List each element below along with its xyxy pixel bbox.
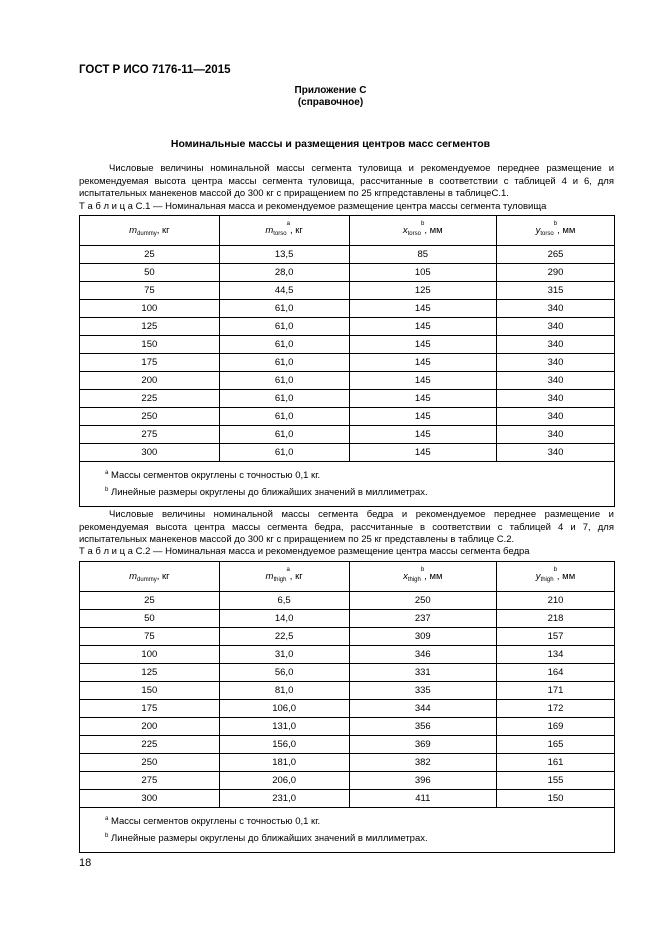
header-footnote-mark: b xyxy=(553,220,558,227)
column-header xyxy=(497,216,615,246)
header-symbol: x xyxy=(403,570,408,582)
header-footnote-mark: b xyxy=(553,566,557,573)
table-cell: 134 xyxy=(497,646,615,664)
table-row xyxy=(80,700,615,718)
table-row xyxy=(80,336,615,354)
table-cell: 340 xyxy=(497,372,615,390)
table-row xyxy=(80,664,615,682)
header-unit: , мм xyxy=(424,224,443,236)
table-cell: 25 xyxy=(80,246,220,264)
header-symbol: x xyxy=(402,224,408,236)
table-cell: 61,0 xyxy=(219,336,349,354)
table-row xyxy=(80,354,615,372)
table-note xyxy=(105,831,614,848)
table-cell: 175 xyxy=(80,354,220,372)
header-symbol: m xyxy=(129,570,138,582)
table-cell: 200 xyxy=(80,718,220,736)
table-cell: 61,0 xyxy=(219,444,349,462)
table-row xyxy=(80,408,615,426)
table-cell: 250 xyxy=(349,592,497,610)
table-cell: 14,0 xyxy=(219,610,349,628)
header-unit: , кг xyxy=(156,570,170,582)
table-cell: 61,0 xyxy=(219,318,349,336)
header-unit: , кг xyxy=(156,224,170,236)
table-cell: 6,5 xyxy=(219,592,349,610)
table-cell: 150 xyxy=(80,682,220,700)
table-cell: 56,0 xyxy=(219,664,349,682)
table-cell: 172 xyxy=(497,700,615,718)
table-notes xyxy=(80,808,615,853)
table-cell: 340 xyxy=(497,426,615,444)
column-header xyxy=(80,562,220,592)
table-cell: 382 xyxy=(349,754,497,772)
header-symbol: y xyxy=(535,570,541,582)
header-subscript: dummy xyxy=(137,230,157,237)
table-torso xyxy=(79,215,615,507)
table-cell: 275 xyxy=(80,426,220,444)
column-header xyxy=(80,216,220,246)
table-cell: 50 xyxy=(80,264,220,282)
table-cell: 145 xyxy=(349,390,497,408)
table-row xyxy=(80,390,615,408)
table-cell: 169 xyxy=(497,718,615,736)
table-cell: 340 xyxy=(497,354,615,372)
document-header: ГОСТ Р ИСО 7176-11—2015 xyxy=(79,64,231,76)
table-row xyxy=(80,682,615,700)
table-cell: 150 xyxy=(497,790,615,808)
header-subscript: torso xyxy=(407,230,421,237)
paragraph-thigh xyxy=(79,509,614,547)
table-cell: 356 xyxy=(349,718,497,736)
table-cell: 290 xyxy=(497,264,615,282)
table-row xyxy=(80,754,615,772)
table-cell: 145 xyxy=(349,372,497,390)
header-symbol: y xyxy=(535,224,541,236)
table-header-row xyxy=(80,562,615,592)
header-subscript: dummy xyxy=(137,576,157,583)
table-cell: 206,0 xyxy=(219,772,349,790)
note-text: Массы сегментов округлены с точностью 0,1 кг. xyxy=(110,470,321,481)
table-cell: 28,0 xyxy=(219,264,349,282)
note-text: Линейные размеры округлены до ближайших значений в миллиметрах. xyxy=(110,833,428,844)
table-cell: 155 xyxy=(497,772,615,790)
header-footnote-mark: a xyxy=(286,220,290,227)
table-cell: 157 xyxy=(497,628,615,646)
column-header xyxy=(219,562,349,592)
table-cell: 25 xyxy=(80,592,220,610)
table2-caption: Т а б л и ц а С.2 — Номинальная масса и рекомендуемое размещение центра массы сегмента бедра xyxy=(79,546,530,557)
table-cell: 225 xyxy=(80,736,220,754)
table-cell: 61,0 xyxy=(219,300,349,318)
table-cell: 61,0 xyxy=(219,354,349,372)
table-row xyxy=(80,592,615,610)
table-cell: 61,0 xyxy=(219,426,349,444)
table-cell: 340 xyxy=(497,444,615,462)
table-cell: 106,0 xyxy=(219,700,349,718)
table-cell: 61,0 xyxy=(219,390,349,408)
column-header xyxy=(349,216,497,246)
table-row xyxy=(80,790,615,808)
table-row xyxy=(80,736,615,754)
note-mark: a xyxy=(105,816,109,822)
table-cell: 210 xyxy=(497,592,615,610)
table-cell: 396 xyxy=(349,772,497,790)
table-cell: 300 xyxy=(80,790,220,808)
table-header-row xyxy=(80,216,615,246)
table-cell: 156,0 xyxy=(219,736,349,754)
table-cell: 300 xyxy=(80,444,220,462)
table-cell: 200 xyxy=(80,372,220,390)
table-cell: 344 xyxy=(349,700,497,718)
table-note xyxy=(105,485,614,502)
table-note xyxy=(105,814,614,831)
table-cell: 50 xyxy=(80,610,220,628)
table-cell: 225 xyxy=(80,390,220,408)
table-cell: 340 xyxy=(497,336,615,354)
table-cell: 145 xyxy=(349,336,497,354)
table-notes-row xyxy=(80,808,615,853)
table-cell: 85 xyxy=(349,246,497,264)
note-text: Массы сегментов округлены с точностью 0,1 кг. xyxy=(110,816,321,827)
table-row xyxy=(80,246,615,264)
header-unit: , кг xyxy=(289,570,303,582)
note-mark: b xyxy=(105,487,109,493)
table-cell: 346 xyxy=(349,646,497,664)
table-cell: 75 xyxy=(80,628,220,646)
annex-title: Приложение С xyxy=(294,85,367,96)
note-mark: a xyxy=(105,470,109,476)
table-row xyxy=(80,628,615,646)
table-cell: 340 xyxy=(497,318,615,336)
note-text: Линейные размеры округлены до ближайших значений в миллиметрах. xyxy=(110,487,428,498)
table-cell: 105 xyxy=(349,264,497,282)
table-cell: 75 xyxy=(80,282,220,300)
note-mark: b xyxy=(105,833,109,839)
table-cell: 340 xyxy=(497,390,615,408)
table-cell: 100 xyxy=(80,646,220,664)
header-unit: , кг xyxy=(289,224,303,236)
table-cell: 181,0 xyxy=(219,754,349,772)
paragraph-torso xyxy=(79,163,614,201)
table-cell: 275 xyxy=(80,772,220,790)
table-cell: 22,5 xyxy=(219,628,349,646)
table-cell: 44,5 xyxy=(219,282,349,300)
header-symbol: m xyxy=(129,224,138,236)
table-cell: 145 xyxy=(349,318,497,336)
table-cell: 340 xyxy=(497,408,615,426)
section-title: Номинальные массы и размещения центров масс сегментов xyxy=(170,138,491,150)
table-cell: 145 xyxy=(349,408,497,426)
table-cell: 164 xyxy=(497,664,615,682)
table-cell: 250 xyxy=(80,408,220,426)
table-cell: 165 xyxy=(497,736,615,754)
table-cell: 150 xyxy=(80,336,220,354)
table-cell: 131,0 xyxy=(219,718,349,736)
table-cell: 335 xyxy=(349,682,497,700)
header-footnote-mark: a xyxy=(286,566,290,573)
header-unit: , мм xyxy=(556,570,576,582)
table-row xyxy=(80,426,615,444)
paragraph-text: Числовые величины номинальной массы сегмента туловища и рекомендуемое переднее размещение и рекомендуемая высота центра массы сегмента туловища, рассчитанные в соответствии с таблицей 4 и 6, для испытательных манекенов массой до 300 кг с приращением по 25 кгпредставлены в таблицеС.1. xyxy=(79,163,614,199)
header-subscript: thigh xyxy=(273,576,287,583)
table-notes xyxy=(80,462,615,507)
table-row xyxy=(80,718,615,736)
table-cell: 331 xyxy=(349,664,497,682)
table-cell: 340 xyxy=(497,300,615,318)
column-header xyxy=(349,562,497,592)
column-header xyxy=(497,562,615,592)
header-unit: , мм xyxy=(557,224,576,236)
table-cell: 125 xyxy=(80,664,220,682)
table-cell: 231,0 xyxy=(219,790,349,808)
table1-caption: Т а б л и ц а С.1 — Номинальная масса и рекомендуемое размещение центра массы сегмента туловища xyxy=(79,201,547,212)
table-cell: 237 xyxy=(349,610,497,628)
header-subscript: torso xyxy=(273,230,287,237)
table-cell: 250 xyxy=(80,754,220,772)
table-cell: 61,0 xyxy=(219,408,349,426)
table-row xyxy=(80,646,615,664)
table-cell: 315 xyxy=(497,282,615,300)
table-cell: 13,5 xyxy=(219,246,349,264)
table-cell: 145 xyxy=(349,426,497,444)
table-cell: 81,0 xyxy=(219,682,349,700)
annex-subtitle: (справочное) xyxy=(297,97,364,108)
table-row xyxy=(80,444,615,462)
header-subscript: thigh xyxy=(540,576,554,583)
table-row xyxy=(80,282,615,300)
table-cell: 218 xyxy=(497,610,615,628)
column-header xyxy=(219,216,349,246)
table-cell: 100 xyxy=(80,300,220,318)
table-note xyxy=(105,468,614,485)
table-row xyxy=(80,772,615,790)
table-cell: 61,0 xyxy=(219,372,349,390)
table-cell: 309 xyxy=(349,628,497,646)
table-row xyxy=(80,610,615,628)
table-cell: 145 xyxy=(349,354,497,372)
table-cell: 145 xyxy=(349,300,497,318)
table-row xyxy=(80,372,615,390)
header-symbol: m xyxy=(265,570,274,582)
header-subscript: thigh xyxy=(407,576,421,583)
table-notes-row xyxy=(80,462,615,507)
table-cell: 411 xyxy=(349,790,497,808)
paragraph-text: Числовые величины номинальной массы сегмента бедра и рекомендуемое переднее размещение и рекомендуемая высота центра массы сегмента бедра, рассчитанные в соответствии с таблицей 4 и 7, для испытательных манекенов массой до 300 кг с приращением по 25 кг представлены в таблице С.2. xyxy=(79,509,614,545)
header-footnote-mark: b xyxy=(420,566,425,573)
table-cell: 175 xyxy=(80,700,220,718)
table-cell: 31,0 xyxy=(219,646,349,664)
table-row xyxy=(80,300,615,318)
table-cell: 265 xyxy=(497,246,615,264)
table-cell: 171 xyxy=(497,682,615,700)
table-cell: 125 xyxy=(80,318,220,336)
header-unit: , мм xyxy=(424,570,443,582)
table-thigh xyxy=(79,561,615,853)
table-row xyxy=(80,318,615,336)
table-cell: 145 xyxy=(349,444,497,462)
table-cell: 125 xyxy=(349,282,497,300)
header-symbol: m xyxy=(265,224,274,236)
table-row xyxy=(80,264,615,282)
table-cell: 369 xyxy=(349,736,497,754)
page-number: 18 xyxy=(79,857,92,869)
header-footnote-mark: b xyxy=(420,220,425,227)
table-cell: 161 xyxy=(497,754,615,772)
header-subscript: torso xyxy=(540,230,554,237)
